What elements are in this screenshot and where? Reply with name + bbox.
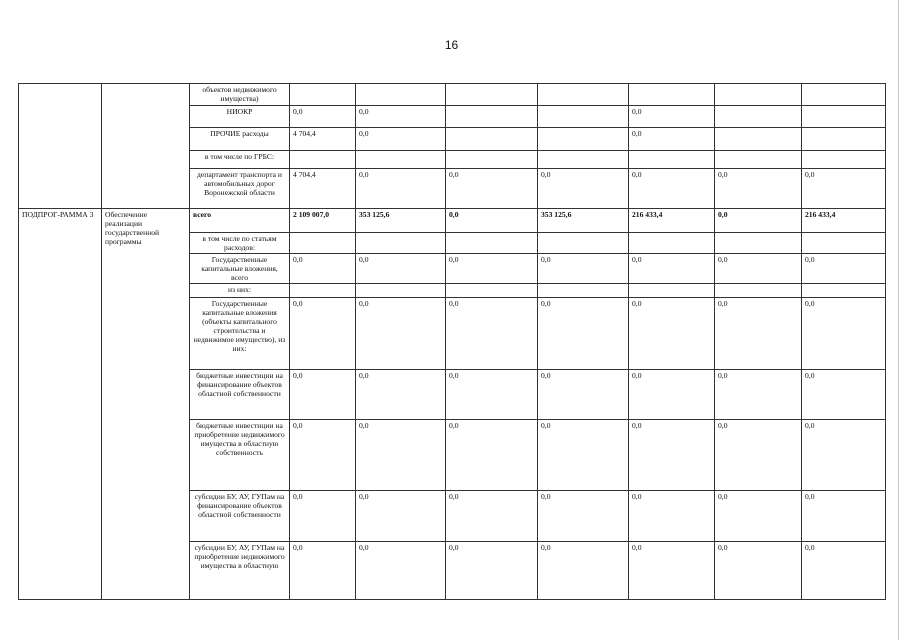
value-cell: 0,0 <box>538 420 629 491</box>
value-cell: 0,0 <box>446 254 538 284</box>
value-cell: 216 433,4 <box>802 209 886 233</box>
value-cell: 0,0 <box>629 254 715 284</box>
value-cell <box>356 284 446 298</box>
value-cell: 0,0 <box>629 298 715 370</box>
value-cell: 216 433,4 <box>629 209 715 233</box>
expense-article-cell: ПРОЧИЕ расходы <box>190 128 290 151</box>
value-cell <box>446 106 538 128</box>
value-cell <box>538 284 629 298</box>
program-name-cell: Обеспечение реализации государственной программы <box>102 209 190 600</box>
value-cell: 0,0 <box>715 491 802 542</box>
value-cell: 0,0 <box>629 106 715 128</box>
expense-article-cell: департамент транспорта и автомобильных дорог Воронежской области <box>190 169 290 209</box>
value-cell <box>715 233 802 254</box>
value-cell <box>802 128 886 151</box>
value-cell: 0,0 <box>715 420 802 491</box>
value-cell: 0,0 <box>356 128 446 151</box>
value-cell <box>538 106 629 128</box>
value-cell: 0,0 <box>356 542 446 600</box>
page-number: 16 <box>444 38 459 52</box>
value-cell: 0,0 <box>802 254 886 284</box>
value-cell <box>538 84 629 106</box>
value-cell: 0,0 <box>446 420 538 491</box>
value-cell: 0,0 <box>290 542 356 600</box>
value-cell <box>290 233 356 254</box>
value-cell <box>446 84 538 106</box>
value-cell <box>356 84 446 106</box>
program-name-cell <box>102 84 190 209</box>
value-cell: 0,0 <box>715 298 802 370</box>
value-cell <box>290 151 356 169</box>
expense-article-cell: Государственные капитальные вложения, всего <box>190 254 290 284</box>
value-cell: 0,0 <box>290 106 356 128</box>
value-cell: 0,0 <box>629 169 715 209</box>
value-cell <box>629 84 715 106</box>
value-cell: 0,0 <box>446 169 538 209</box>
value-cell: 0,0 <box>715 169 802 209</box>
value-cell: 0,0 <box>802 169 886 209</box>
value-cell: 0,0 <box>290 491 356 542</box>
value-cell <box>446 151 538 169</box>
value-cell <box>538 128 629 151</box>
value-cell <box>629 233 715 254</box>
value-cell <box>629 284 715 298</box>
value-cell: 0,0 <box>715 254 802 284</box>
program-code-cell <box>19 84 102 209</box>
value-cell: 0,0 <box>629 370 715 420</box>
value-cell: 0,0 <box>538 491 629 542</box>
value-cell <box>715 151 802 169</box>
expense-article-cell: объектов недвижимого имущества) <box>190 84 290 106</box>
budget-table <box>18 83 886 600</box>
value-cell: 0,0 <box>356 106 446 128</box>
value-cell <box>715 284 802 298</box>
value-cell: 0,0 <box>356 298 446 370</box>
value-cell: 2 109 007,0 <box>290 209 356 233</box>
value-cell: 0,0 <box>446 370 538 420</box>
value-cell: 0,0 <box>629 420 715 491</box>
expense-article-cell: бюджетные инвестиции на приобретение недвижимого имущества в областную собственность <box>190 420 290 491</box>
value-cell <box>446 284 538 298</box>
expense-article-cell: субсидии БУ, АУ, ГУПам на финансирование объектов областной собственности <box>190 491 290 542</box>
value-cell <box>290 84 356 106</box>
value-cell: 0,0 <box>802 420 886 491</box>
expense-article-cell: бюджетные инвестиции на финансирование объектов областной собственности <box>190 370 290 420</box>
value-cell: 0,0 <box>538 370 629 420</box>
expense-article-cell: субсидии БУ, АУ, ГУПам на приобретение недвижимого имущества в областную <box>190 542 290 600</box>
value-cell: 0,0 <box>629 491 715 542</box>
expense-article-cell: Государственные капитальные вложения (объекты капитального строительства и недвижимое имущество), из них: <box>190 298 290 370</box>
value-cell <box>538 233 629 254</box>
value-cell: 0,0 <box>446 542 538 600</box>
value-cell <box>356 233 446 254</box>
value-cell <box>715 84 802 106</box>
value-cell: 0,0 <box>356 420 446 491</box>
value-cell: 0,0 <box>715 370 802 420</box>
value-cell <box>446 233 538 254</box>
value-cell <box>802 84 886 106</box>
value-cell <box>715 128 802 151</box>
value-cell: 0,0 <box>538 298 629 370</box>
value-cell: 0,0 <box>356 254 446 284</box>
value-cell: 0,0 <box>538 542 629 600</box>
value-cell <box>290 284 356 298</box>
value-cell: 0,0 <box>629 128 715 151</box>
value-cell: 0,0 <box>290 420 356 491</box>
page-edge-line <box>898 0 899 640</box>
value-cell: 0,0 <box>290 370 356 420</box>
value-cell: 0,0 <box>446 298 538 370</box>
value-cell <box>629 151 715 169</box>
value-cell: 0,0 <box>538 254 629 284</box>
budget-table-body <box>19 84 886 600</box>
value-cell <box>802 233 886 254</box>
value-cell <box>538 151 629 169</box>
expense-article-cell: в том числе по статьям расходов: <box>190 233 290 254</box>
value-cell <box>446 128 538 151</box>
expense-article-cell: всего <box>190 209 290 233</box>
expense-article-cell: из них: <box>190 284 290 298</box>
value-cell: 4 704,4 <box>290 128 356 151</box>
value-cell: 0,0 <box>356 370 446 420</box>
table-row <box>19 84 886 106</box>
value-cell: 0,0 <box>802 542 886 600</box>
value-cell <box>802 106 886 128</box>
value-cell: 0,0 <box>446 491 538 542</box>
value-cell: 0,0 <box>356 169 446 209</box>
program-code-cell: ПОДПРОГ-РАММА 3 <box>19 209 102 600</box>
value-cell: 0,0 <box>715 542 802 600</box>
value-cell: 353 125,6 <box>356 209 446 233</box>
expense-article-cell: в том числе по ГРБС: <box>190 151 290 169</box>
value-cell <box>356 151 446 169</box>
value-cell: 0,0 <box>629 542 715 600</box>
value-cell: 0,0 <box>802 370 886 420</box>
value-cell <box>715 106 802 128</box>
value-cell: 0,0 <box>802 491 886 542</box>
value-cell: 4 704,4 <box>290 169 356 209</box>
value-cell: 0,0 <box>538 169 629 209</box>
value-cell: 0,0 <box>356 491 446 542</box>
value-cell: 353 125,6 <box>538 209 629 233</box>
value-cell <box>802 284 886 298</box>
value-cell: 0,0 <box>446 209 538 233</box>
value-cell: 0,0 <box>290 298 356 370</box>
expense-article-cell: НИОКР <box>190 106 290 128</box>
value-cell <box>802 151 886 169</box>
value-cell: 0,0 <box>290 254 356 284</box>
table-row <box>19 209 886 233</box>
value-cell: 0,0 <box>715 209 802 233</box>
value-cell: 0,0 <box>802 298 886 370</box>
